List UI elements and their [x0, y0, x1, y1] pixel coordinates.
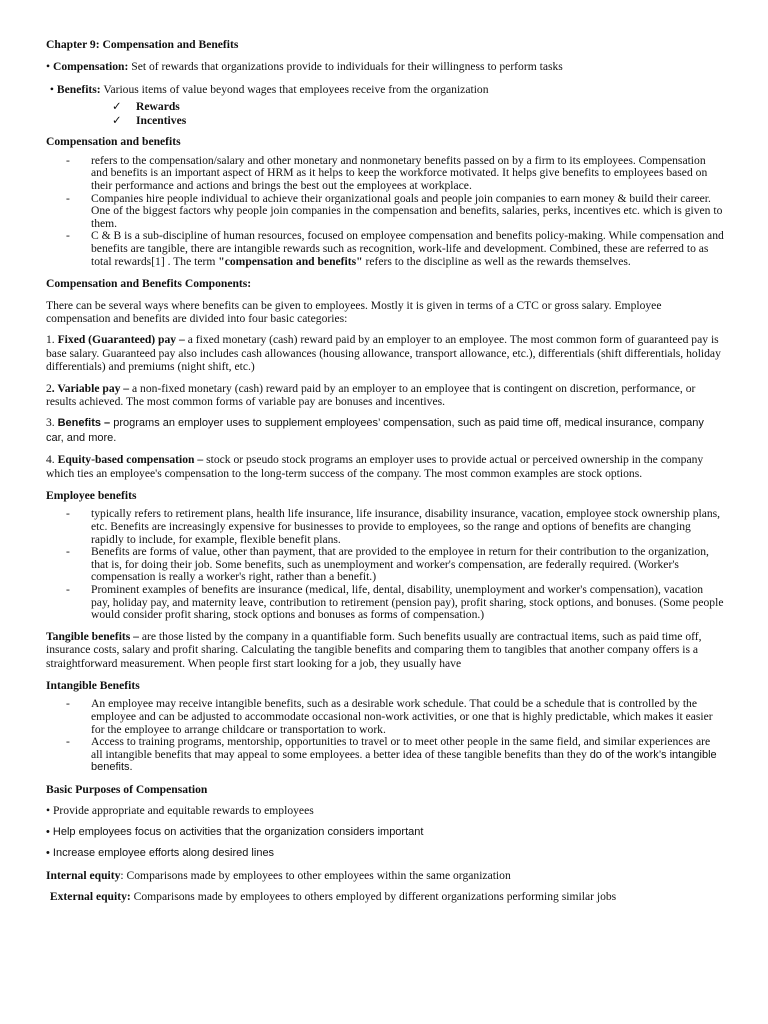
list-item	[46, 155, 724, 193]
dash-glyph: -	[66, 507, 70, 521]
list-item	[46, 508, 724, 546]
component-text: a non-fixed monetary (cash) reward paid by an employer to an employee that is contingent on discretion, performance, or results achieved. The most common forms of variable pay are bonuses and incentives.	[46, 381, 696, 408]
list-item-tail: refers to the discipline as well as the rewards themselves.	[362, 254, 631, 268]
intangible-benefits-list	[46, 698, 724, 774]
component-text: stock or pseudo stock programs an employer uses to provide actual or perceived ownership in the company which ties an employee's compensation to the long-term success of the company. The most common examples are stock options.	[46, 453, 704, 480]
check-icon: ✓	[112, 113, 122, 127]
component-number: 2	[46, 381, 52, 395]
component-fixed-pay	[46, 333, 724, 373]
internal-equity-term: Internal equity	[46, 868, 121, 882]
purpose-item: • Help employees focus on activities that the organization considers important	[46, 825, 424, 838]
compensation-definition	[46, 60, 724, 73]
component-number: 3.	[46, 416, 58, 430]
tangible-benefits-paragraph	[46, 630, 724, 670]
dash-glyph: -	[66, 697, 70, 711]
list-item-text: refers to the compensation/salary and other monetary and nonmonetary benefits passed on by a firm to its employees. Compensation and benefits is an important aspect of HRM as it helps to keep the workforce motivated. It helps give benefits to employees based on their performance and actions and brings the best out the employees at workplace.	[91, 153, 708, 192]
component-benefits	[46, 416, 724, 445]
section-heading-purposes: Basic Purposes of Compensation	[46, 782, 208, 796]
list-item-text: Companies hire people individual to achieve their organizational goals and people join companies to earn money & build their career. One of the biggest factors why people join companies in the compensation and benefits, salaries, perks, incentives etc. which is given to them.	[91, 191, 723, 230]
benefits-definition	[46, 83, 724, 96]
internal-equity-text: : Comparisons made by employees to other employees within the same organization	[120, 868, 511, 882]
component-text: a fixed monetary (cash) reward paid by an employer to an employee. The most common form of guaranteed pay is base salary. Guaranteed pay also includes cash allowances (housing allowance, transport allowance, etc.), differentials (shift differentials, holiday differentials) and premiums (night shift, etc.)	[46, 333, 721, 374]
dash-glyph: -	[66, 229, 70, 243]
dash-glyph: -	[66, 153, 70, 167]
compensation-term: Compensation:	[52, 60, 129, 74]
list-item-text: typically refers to retirement plans, health life insurance, life insurance, disability insurance, vacation, employee stock ownership plans, etc. Benefits are increasingly expensive for businesses to provide to employees, so the range and options of benefits are changing rapidly to include, for example, flexible benefit plans.	[91, 507, 721, 546]
list-item	[46, 230, 724, 268]
component-number: 4.	[46, 453, 58, 467]
compensation-text: Set of rewards that organizations provide to individuals for their willingness to perform tasks	[128, 60, 563, 74]
list-item	[46, 698, 724, 736]
list-item	[46, 193, 724, 231]
list-item-text: An employee may receive intangible benefits, such as a desirable work schedule. That could be a schedule that is controlled by the employee and can be adjusted to accommodate occasional non-work activities, or one that is highly predictable, which makes it easier for the employee to arrange childcare or transportation to work.	[91, 697, 713, 736]
list-item-text: C & B is a sub-discipline of human resources, focused on employee compensation and benefits policy-making. While compensation and benefits are tangible, there are intangible rewards such as recognition, work-life and development. Combined, these are referred to as total rewards[1] . The term	[91, 229, 724, 268]
list-item	[46, 584, 724, 622]
checklist-label: Rewards	[136, 100, 180, 114]
component-term: . Variable pay –	[51, 381, 130, 395]
purpose-item: • Provide appropriate and equitable rewards to employees	[46, 804, 314, 818]
internal-equity-definition	[46, 869, 724, 882]
external-equity-definition	[46, 890, 724, 903]
checklist-item	[112, 100, 724, 114]
list-item	[46, 546, 724, 584]
section-heading-compensation-benefits: Compensation and benefits	[46, 135, 181, 149]
component-term: Fixed (Guaranteed) pay –	[57, 333, 185, 347]
checklist	[112, 100, 724, 127]
bullet-glyph: •	[49, 82, 57, 96]
chapter-title: Chapter 9: Compensation and Benefits	[46, 38, 239, 51]
dash-glyph: -	[66, 191, 70, 205]
dash-glyph: -	[66, 735, 70, 749]
dash-glyph: -	[66, 583, 70, 596]
list-item-text: Benefits are forms of value, other than payment, that are provided to the employee in return for their contribution to the organization, that is, for doing their job. Some benefits, such as unemployment and worker's compensation, are federally required. (Worker's compensation is really a worker's right, rather than a benefit.)	[91, 545, 709, 584]
components-intro: There can be several ways where benefits can be given to employees. Mostly it is given in terms of a CTC or gross salary. Employee compensation and benefits are divided into four basic categories:	[46, 298, 662, 325]
external-equity-term: External equity:	[49, 890, 131, 903]
component-term: Equity-based compensation –	[57, 453, 204, 467]
list-item-tail: do of the work’s intangible benefits.	[91, 748, 717, 774]
checklist-item	[112, 114, 724, 128]
benefits-text: Various items of value beyond wages that employees receive from the organization	[100, 82, 489, 96]
list-item	[46, 736, 724, 774]
section-heading-components: Compensation and Benefits Components:	[46, 277, 252, 291]
component-text: programs an employer uses to supplement employees’ compensation, such as paid time off, medical insurance, company car, and more.	[46, 417, 704, 444]
component-term: Benefits –	[57, 417, 111, 430]
component-equity	[46, 453, 724, 480]
dash-glyph: -	[66, 545, 70, 559]
external-equity-text: Comparisons made by employees to others employed by different organizations performing similar jobs	[130, 890, 617, 903]
component-variable-pay	[46, 382, 724, 409]
tangible-text: are those listed by the company in a quantifiable form. Such benefits usually are contractual items, such as paid time off, insurance costs, salary and profit sharing. Calculating the tangible benefits and comparing them to tangibles that another company offers is a straightforward measurement. When people first start looking for a job, they usually have	[46, 629, 702, 670]
list-item-text: Access to training programs, mentorship, opportunities to travel or to meet other people in the same field, and similar experiences are all intangible benefits that may appeal to some employees. a better idea of these tangible benefits than they	[91, 735, 711, 761]
checklist-label: Incentives	[136, 113, 187, 127]
check-icon: ✓	[112, 100, 122, 114]
bullet-glyph: •	[46, 60, 53, 74]
section-heading-intangible: Intangible Benefits	[46, 679, 140, 692]
tangible-term: Tangible benefits –	[46, 629, 139, 643]
component-number: 1.	[46, 333, 58, 347]
purpose-item: • Increase employee efforts along desired lines	[46, 847, 275, 860]
list-item-text: Prominent examples of benefits are insurance (medical, life, dental, disability, unemployment and worker's compensation), vacation pay, holiday pay, and maternity leave, contribution to retirement (pension pay), profit sharing, stock options, and bonuses. (Some people would consider profit sharing, stock options and bonuses as forms of compensation.)	[91, 583, 724, 622]
section-heading-employee-benefits: Employee benefits	[46, 489, 137, 503]
employee-benefits-list	[46, 508, 724, 621]
benefits-term: Benefits:	[56, 82, 101, 96]
compensation-benefits-list	[46, 155, 724, 268]
cb-term-emphasis: "compensation and benefits"	[218, 254, 363, 268]
